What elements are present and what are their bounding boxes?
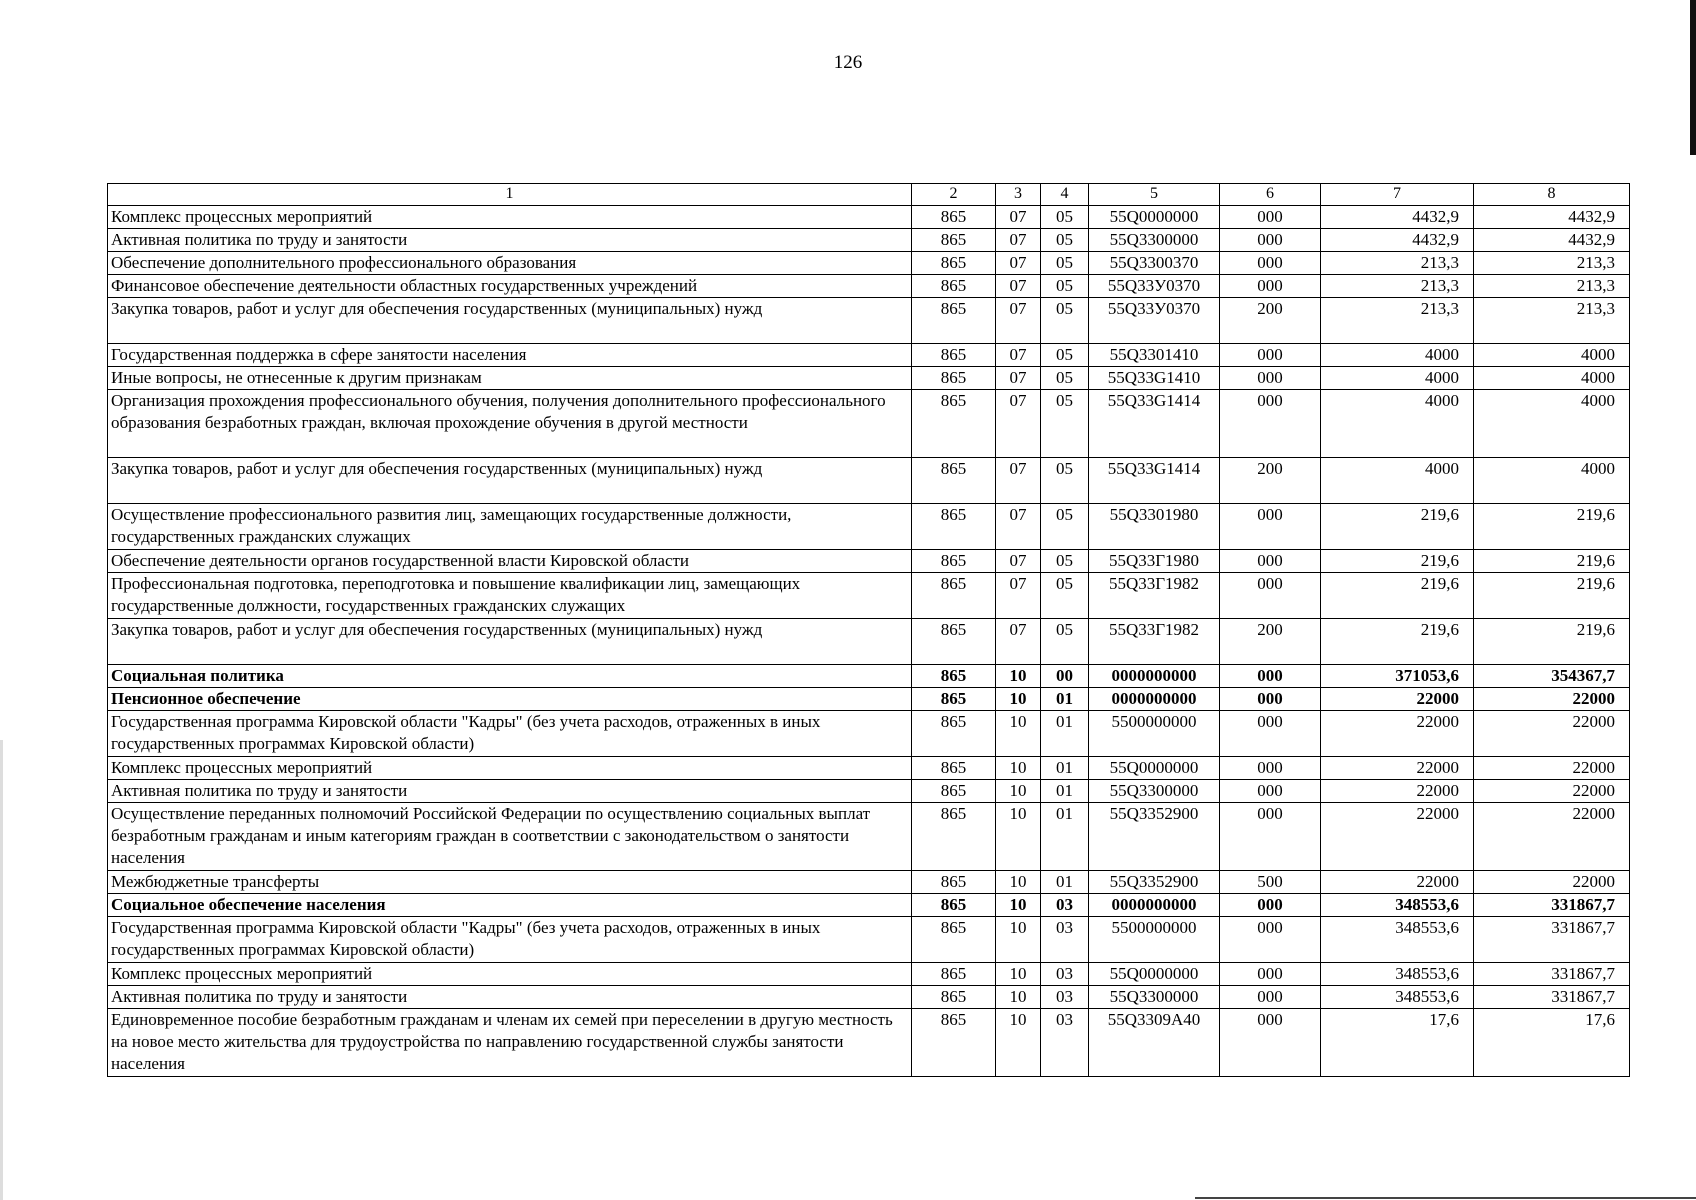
row-description: Пенсионное обеспечение [108,688,912,711]
scan-edge [1690,0,1696,155]
row-description: Активная политика по труду и занятости [108,986,912,1009]
row-target-code: 55Q3301980 [1089,504,1220,550]
row-description: Социальное обеспечение населения [108,894,912,917]
row-amount-year-2: 4000 [1474,458,1630,504]
table-row [108,206,1630,229]
table-row [108,711,1630,757]
row-amount-year-2: 213,3 [1474,298,1630,344]
row-description: Профессиональная подготовка, переподготовка и повышение квалификации лиц, замещающих государственные должности, государственных гражданских служащих [108,573,912,619]
row-target-code: 0000000000 [1089,894,1220,917]
row-target-code: 55Q3309A40 [1089,1009,1220,1077]
row-description: Единовременное пособие безработным гражданам и членам их семей при переселении в другую местность на новое место жительства для трудоустройства по направлению государственной службы занятости населения [108,1009,912,1077]
row-description: Государственная программа Кировской области "Кадры" (без учета расходов, отраженных в иных государственных программах Кировской области) [108,711,912,757]
row-admin-code: 865 [912,917,996,963]
row-description: Закупка товаров, работ и услуг для обеспечения государственных (муниципальных) нужд [108,298,912,344]
table-row [108,573,1630,619]
table-row [108,688,1630,711]
row-expense-type-code: 000 [1220,688,1321,711]
row-amount-year-1: 348553,6 [1321,894,1474,917]
table-row [108,298,1630,344]
row-section-code: 10 [996,688,1041,711]
row-admin-code: 865 [912,757,996,780]
row-expense-type-code: 000 [1220,1009,1321,1077]
row-amount-year-2: 4000 [1474,344,1630,367]
table-row [108,665,1630,688]
row-amount-year-1: 348553,6 [1321,963,1474,986]
row-target-code: 0000000000 [1089,688,1220,711]
page-number: 126 [833,52,863,73]
row-section-code: 07 [996,344,1041,367]
header-cell-4: 4 [1041,184,1089,206]
row-amount-year-2: 22000 [1474,757,1630,780]
row-amount-year-1: 22000 [1321,688,1474,711]
table-row [108,229,1630,252]
row-subsection-code: 05 [1041,229,1089,252]
row-description: Закупка товаров, работ и услуг для обеспечения государственных (муниципальных) нужд [108,458,912,504]
row-subsection-code: 05 [1041,344,1089,367]
budget-table [107,183,1630,1077]
row-subsection-code: 05 [1041,252,1089,275]
row-admin-code: 865 [912,780,996,803]
row-subsection-code: 05 [1041,390,1089,458]
table-row [108,871,1630,894]
row-expense-type-code: 000 [1220,573,1321,619]
header-cell-7: 7 [1321,184,1474,206]
row-description: Осуществление переданных полномочий Российской Федерации по осуществлению социальных выплат безработным гражданам и иным категориям граждан в соответствии с законодательством о занятости населения [108,803,912,871]
row-section-code: 07 [996,252,1041,275]
row-target-code: 55Q0000000 [1089,757,1220,780]
row-section-code: 07 [996,229,1041,252]
row-admin-code: 865 [912,665,996,688]
row-target-code: 55Q3352900 [1089,803,1220,871]
row-amount-year-2: 331867,7 [1474,963,1630,986]
row-target-code: 0000000000 [1089,665,1220,688]
row-target-code: 55Q33У0370 [1089,275,1220,298]
row-section-code: 07 [996,206,1041,229]
row-amount-year-1: 22000 [1321,757,1474,780]
row-target-code: 55Q3352900 [1089,871,1220,894]
row-target-code: 55Q33G1410 [1089,367,1220,390]
row-amount-year-2: 213,3 [1474,252,1630,275]
row-amount-year-2: 22000 [1474,871,1630,894]
row-amount-year-1: 219,6 [1321,619,1474,665]
row-section-code: 07 [996,275,1041,298]
row-expense-type-code: 000 [1220,986,1321,1009]
row-amount-year-1: 348553,6 [1321,917,1474,963]
row-subsection-code: 05 [1041,367,1089,390]
row-expense-type-code: 200 [1220,619,1321,665]
row-expense-type-code: 000 [1220,665,1321,688]
row-amount-year-2: 22000 [1474,780,1630,803]
row-target-code: 5500000000 [1089,711,1220,757]
row-amount-year-1: 22000 [1321,871,1474,894]
row-amount-year-1: 4000 [1321,344,1474,367]
row-admin-code: 865 [912,803,996,871]
row-target-code: 55Q3300370 [1089,252,1220,275]
row-description: Закупка товаров, работ и услуг для обеспечения государственных (муниципальных) нужд [108,619,912,665]
row-admin-code: 865 [912,229,996,252]
row-amount-year-2: 4432,9 [1474,229,1630,252]
row-description: Активная политика по труду и занятости [108,780,912,803]
row-amount-year-1: 213,3 [1321,275,1474,298]
row-description: Комплекс процессных мероприятий [108,757,912,780]
row-admin-code: 865 [912,504,996,550]
table-row [108,780,1630,803]
row-subsection-code: 01 [1041,757,1089,780]
row-amount-year-2: 22000 [1474,711,1630,757]
row-admin-code: 865 [912,573,996,619]
row-amount-year-1: 22000 [1321,803,1474,871]
row-subsection-code: 01 [1041,780,1089,803]
table-row [108,550,1630,573]
row-target-code: 55Q0000000 [1089,963,1220,986]
table-row [108,344,1630,367]
header-cell-1: 1 [108,184,912,206]
table-row [108,1009,1630,1077]
row-admin-code: 865 [912,688,996,711]
row-target-code: 55Q3300000 [1089,229,1220,252]
row-amount-year-1: 219,6 [1321,573,1474,619]
table-row [108,894,1630,917]
row-subsection-code: 03 [1041,963,1089,986]
row-description: Финансовое обеспечение деятельности областных государственных учреждений [108,275,912,298]
row-subsection-code: 05 [1041,458,1089,504]
row-subsection-code: 05 [1041,573,1089,619]
row-section-code: 10 [996,711,1041,757]
row-section-code: 10 [996,894,1041,917]
row-amount-year-2: 213,3 [1474,275,1630,298]
row-amount-year-2: 4000 [1474,390,1630,458]
table-row [108,367,1630,390]
row-target-code: 55Q33Г1982 [1089,619,1220,665]
row-expense-type-code: 000 [1220,550,1321,573]
table-row [108,504,1630,550]
row-subsection-code: 03 [1041,986,1089,1009]
table-row [108,917,1630,963]
row-amount-year-1: 4432,9 [1321,206,1474,229]
row-admin-code: 865 [912,367,996,390]
row-expense-type-code: 000 [1220,963,1321,986]
row-amount-year-2: 22000 [1474,688,1630,711]
row-amount-year-1: 219,6 [1321,504,1474,550]
row-subsection-code: 05 [1041,206,1089,229]
table-body [108,184,1630,1077]
row-admin-code: 865 [912,894,996,917]
row-section-code: 07 [996,367,1041,390]
row-description: Социальная политика [108,665,912,688]
scan-mark [0,740,3,1200]
row-description: Обеспечение деятельности органов государственной власти Кировской области [108,550,912,573]
row-description: Межбюджетные трансферты [108,871,912,894]
row-amount-year-2: 4000 [1474,367,1630,390]
row-amount-year-2: 219,6 [1474,619,1630,665]
row-section-code: 10 [996,1009,1041,1077]
header-cell-5: 5 [1089,184,1220,206]
row-target-code: 55Q3300000 [1089,780,1220,803]
row-admin-code: 865 [912,986,996,1009]
row-target-code: 5500000000 [1089,917,1220,963]
row-expense-type-code: 500 [1220,871,1321,894]
row-description: Комплекс процессных мероприятий [108,963,912,986]
row-admin-code: 865 [912,344,996,367]
row-target-code: 55Q3301410 [1089,344,1220,367]
row-amount-year-2: 219,6 [1474,550,1630,573]
row-expense-type-code: 000 [1220,367,1321,390]
row-target-code: 55Q0000000 [1089,206,1220,229]
table-row [108,803,1630,871]
row-amount-year-1: 17,6 [1321,1009,1474,1077]
row-description: Государственная поддержка в сфере занятости населения [108,344,912,367]
table-row [108,757,1630,780]
row-description: Активная политика по труду и занятости [108,229,912,252]
table-header-row [108,184,1630,206]
row-description: Иные вопросы, не отнесенные к другим признакам [108,367,912,390]
row-subsection-code: 01 [1041,688,1089,711]
row-section-code: 07 [996,458,1041,504]
row-subsection-code: 01 [1041,711,1089,757]
row-amount-year-1: 348553,6 [1321,986,1474,1009]
row-subsection-code: 05 [1041,275,1089,298]
row-subsection-code: 05 [1041,504,1089,550]
row-amount-year-2: 331867,7 [1474,986,1630,1009]
row-expense-type-code: 200 [1220,298,1321,344]
row-expense-type-code: 000 [1220,780,1321,803]
row-expense-type-code: 000 [1220,390,1321,458]
row-admin-code: 865 [912,252,996,275]
row-description: Организация прохождения профессионального обучения, получения дополнительного профессионального образования безработных граждан, включая прохождение обучения в другой местности [108,390,912,458]
row-admin-code: 865 [912,458,996,504]
row-amount-year-2: 354367,7 [1474,665,1630,688]
row-amount-year-2: 4432,9 [1474,206,1630,229]
row-section-code: 10 [996,780,1041,803]
row-amount-year-2: 331867,7 [1474,917,1630,963]
row-description: Осуществление профессионального развития лиц, замещающих государственные должности, государственных гражданских служащих [108,504,912,550]
header-cell-6: 6 [1220,184,1321,206]
row-amount-year-1: 213,3 [1321,252,1474,275]
row-expense-type-code: 000 [1220,229,1321,252]
row-amount-year-1: 371053,6 [1321,665,1474,688]
header-cell-2: 2 [912,184,996,206]
table-row [108,458,1630,504]
row-admin-code: 865 [912,298,996,344]
row-admin-code: 865 [912,206,996,229]
row-section-code: 07 [996,390,1041,458]
row-expense-type-code: 000 [1220,894,1321,917]
row-section-code: 10 [996,986,1041,1009]
row-target-code: 55Q33Г1982 [1089,573,1220,619]
row-section-code: 10 [996,963,1041,986]
table-row [108,275,1630,298]
row-expense-type-code: 200 [1220,458,1321,504]
row-section-code: 07 [996,619,1041,665]
row-amount-year-1: 22000 [1321,711,1474,757]
row-section-code: 10 [996,871,1041,894]
row-expense-type-code: 000 [1220,275,1321,298]
header-cell-8: 8 [1474,184,1630,206]
row-description: Государственная программа Кировской области "Кадры" (без учета расходов, отраженных в иных государственных программах Кировской области) [108,917,912,963]
row-amount-year-1: 22000 [1321,780,1474,803]
row-section-code: 07 [996,298,1041,344]
table-row [108,619,1630,665]
row-section-code: 07 [996,550,1041,573]
row-amount-year-1: 4000 [1321,367,1474,390]
row-expense-type-code: 000 [1220,252,1321,275]
row-description: Обеспечение дополнительного профессионального образования [108,252,912,275]
row-admin-code: 865 [912,1009,996,1077]
row-section-code: 10 [996,665,1041,688]
row-subsection-code: 05 [1041,550,1089,573]
row-amount-year-2: 17,6 [1474,1009,1630,1077]
row-expense-type-code: 000 [1220,504,1321,550]
row-expense-type-code: 000 [1220,711,1321,757]
row-expense-type-code: 000 [1220,344,1321,367]
row-admin-code: 865 [912,711,996,757]
row-subsection-code: 01 [1041,803,1089,871]
row-admin-code: 865 [912,550,996,573]
row-target-code: 55Q3300000 [1089,986,1220,1009]
row-subsection-code: 05 [1041,298,1089,344]
row-subsection-code: 00 [1041,665,1089,688]
row-target-code: 55Q33G1414 [1089,390,1220,458]
row-section-code: 07 [996,573,1041,619]
table-row [108,390,1630,458]
row-description: Комплекс процессных мероприятий [108,206,912,229]
row-expense-type-code: 000 [1220,917,1321,963]
table-row [108,963,1630,986]
row-amount-year-2: 219,6 [1474,504,1630,550]
row-expense-type-code: 000 [1220,803,1321,871]
table-row [108,252,1630,275]
footer-rule [1195,1197,1696,1199]
row-subsection-code: 01 [1041,871,1089,894]
row-expense-type-code: 000 [1220,206,1321,229]
row-section-code: 10 [996,917,1041,963]
row-subsection-code: 05 [1041,619,1089,665]
row-amount-year-1: 219,6 [1321,550,1474,573]
row-subsection-code: 03 [1041,917,1089,963]
row-amount-year-2: 219,6 [1474,573,1630,619]
row-section-code: 10 [996,757,1041,780]
row-admin-code: 865 [912,871,996,894]
header-cell-3: 3 [996,184,1041,206]
row-target-code: 55Q33G1414 [1089,458,1220,504]
row-subsection-code: 03 [1041,894,1089,917]
row-subsection-code: 03 [1041,1009,1089,1077]
row-amount-year-1: 4000 [1321,458,1474,504]
row-amount-year-1: 4000 [1321,390,1474,458]
row-section-code: 10 [996,803,1041,871]
row-admin-code: 865 [912,390,996,458]
row-amount-year-1: 4432,9 [1321,229,1474,252]
row-expense-type-code: 000 [1220,757,1321,780]
row-admin-code: 865 [912,619,996,665]
row-amount-year-1: 213,3 [1321,298,1474,344]
row-admin-code: 865 [912,275,996,298]
row-section-code: 07 [996,504,1041,550]
row-target-code: 55Q33Г1980 [1089,550,1220,573]
row-admin-code: 865 [912,963,996,986]
row-target-code: 55Q33У0370 [1089,298,1220,344]
row-amount-year-2: 331867,7 [1474,894,1630,917]
table-row [108,986,1630,1009]
row-amount-year-2: 22000 [1474,803,1630,871]
